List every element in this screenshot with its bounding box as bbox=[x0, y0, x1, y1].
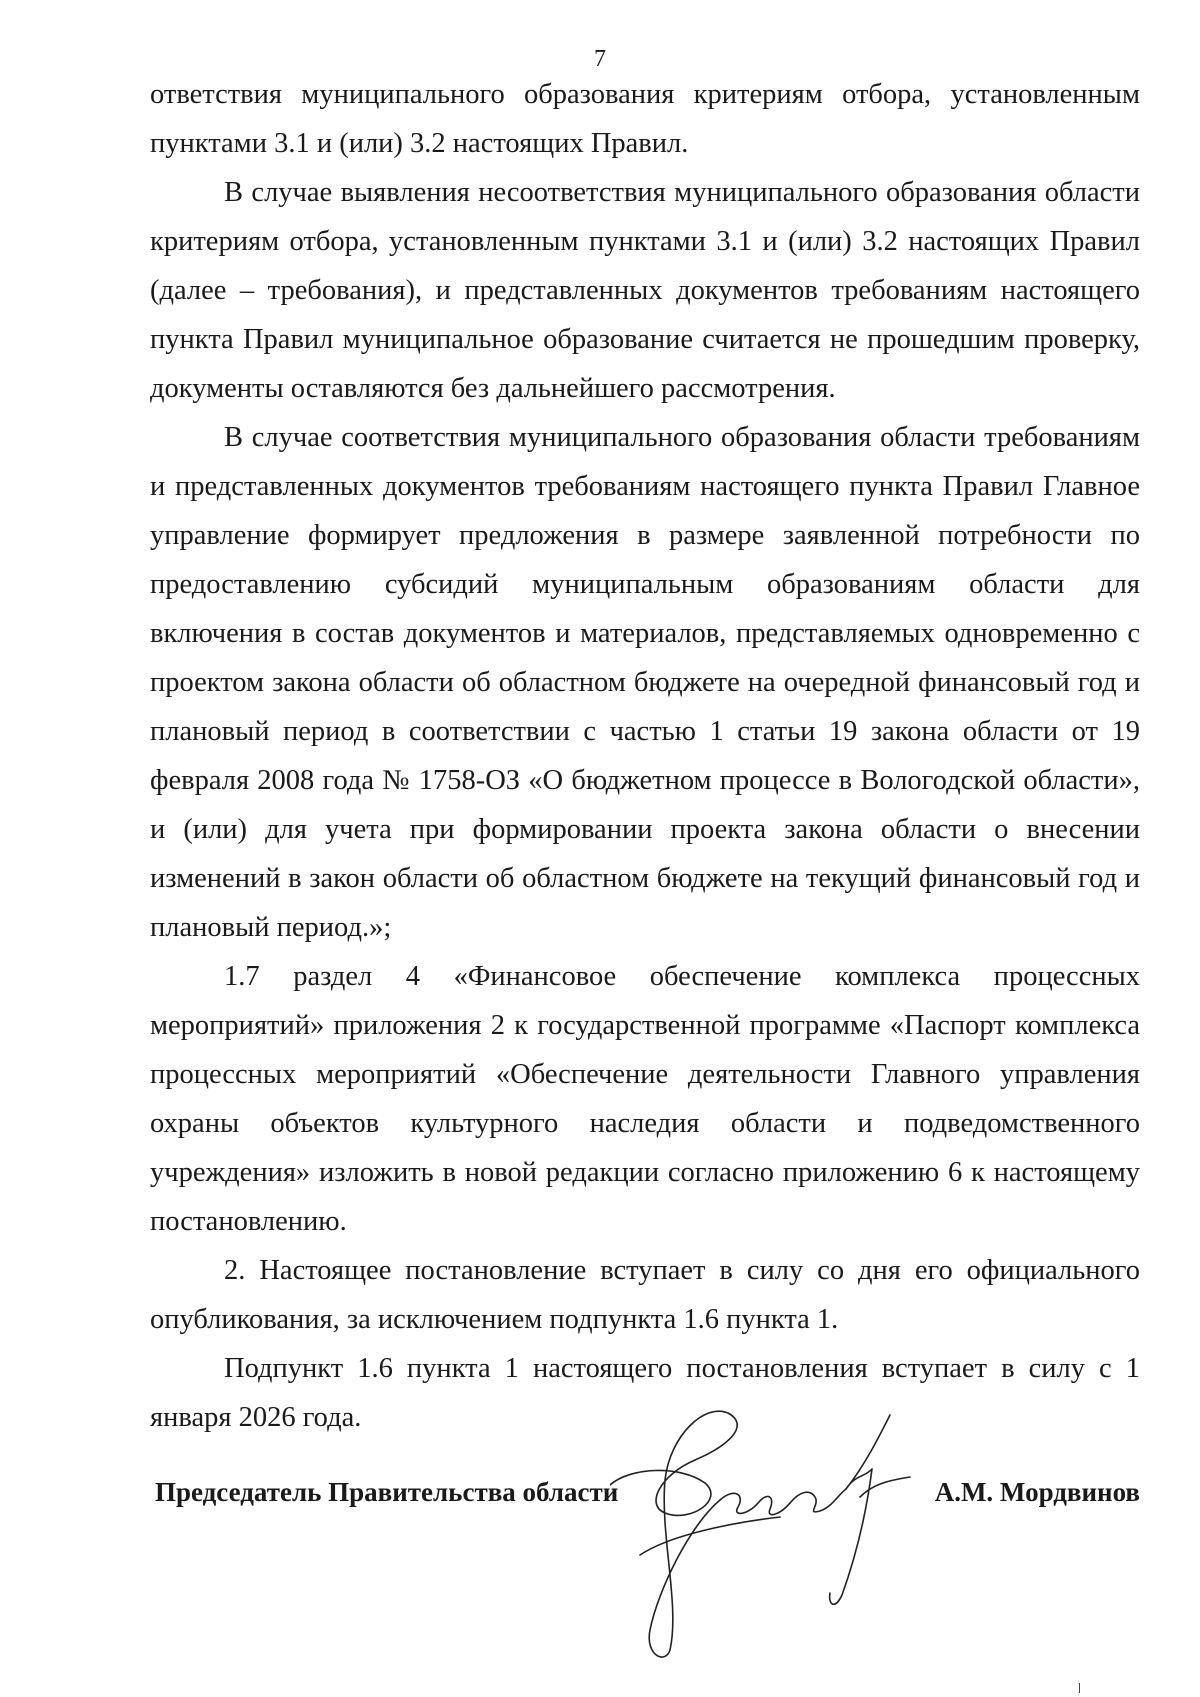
paragraph-item-2: 2. Настоящее постановление вступает в силу со дня его официального опубликования, за исключением подпункта 1.6 пункта 1. bbox=[150, 1255, 1140, 1335]
handwritten-signature bbox=[610, 1405, 940, 1665]
scan-artifact bbox=[1079, 1683, 1080, 1693]
page-number: 7 bbox=[594, 46, 606, 72]
signatory-role: Председатель Правительства области bbox=[155, 1477, 619, 1507]
document-body bbox=[150, 70, 1140, 1442]
paragraph-continuation: ответствия муниципального образования критериям отбора, установленным пунктами 3.1 и (или) 3.2 настоящих Правил. bbox=[150, 79, 1140, 159]
paragraph-mismatch-case: В случае выявления несоответствия муниципального образования области критериям отбора, установленным пунктами 3.1 и (или) 3.2 настоящих Правил (далее – требования), и представленных документов требованиям настоящего пункта Правил муниципальное образование считается не прошедшим проверку, документы оставляются без дальнейшего рассмотрения. bbox=[150, 177, 1140, 404]
paragraph-compliance-case: В случае соответствия муниципального образования области требованиям и представленных документов требованиям настоящего пункта Правил Главное управление формирует предложения в размере заявленной потребности по предоставлению субсидий муниципальным образованиям области для включения в состав документов и материалов, представляемых одновременно с проектом закона области об областном бюджете на очередной финансовый год и плановый период в соответствии с частью 1 статьи 19 закона области от 19 февраля 2008 года № 1758-ОЗ «О бюджетном процессе в Вологодской области», и (или) для учета при формировании проекта закона области о внесении изменений в закон области об областном бюджете на текущий финансовый год и плановый период.»; bbox=[150, 422, 1140, 943]
paragraph-item-1-7: 1.7 раздел 4 «Финансовое обеспечение комплекса процессных мероприятий» приложения 2 к государственной программе «Паспорт комплекса процессных мероприятий «Обеспечение деятельности Главного управления охраны объектов культурного наследия области и подведомственного учреждения» изложить в новой редакции согласно приложению 6 к настоящему постановлению. bbox=[150, 961, 1140, 1237]
signatory-name: А.М. Мордвинов bbox=[934, 1477, 1140, 1507]
paragraph-subitem-effective-date: Подпункт 1.6 пункта 1 настоящего постановления вступает в силу с 1 января 2026 года. bbox=[150, 1353, 1140, 1433]
